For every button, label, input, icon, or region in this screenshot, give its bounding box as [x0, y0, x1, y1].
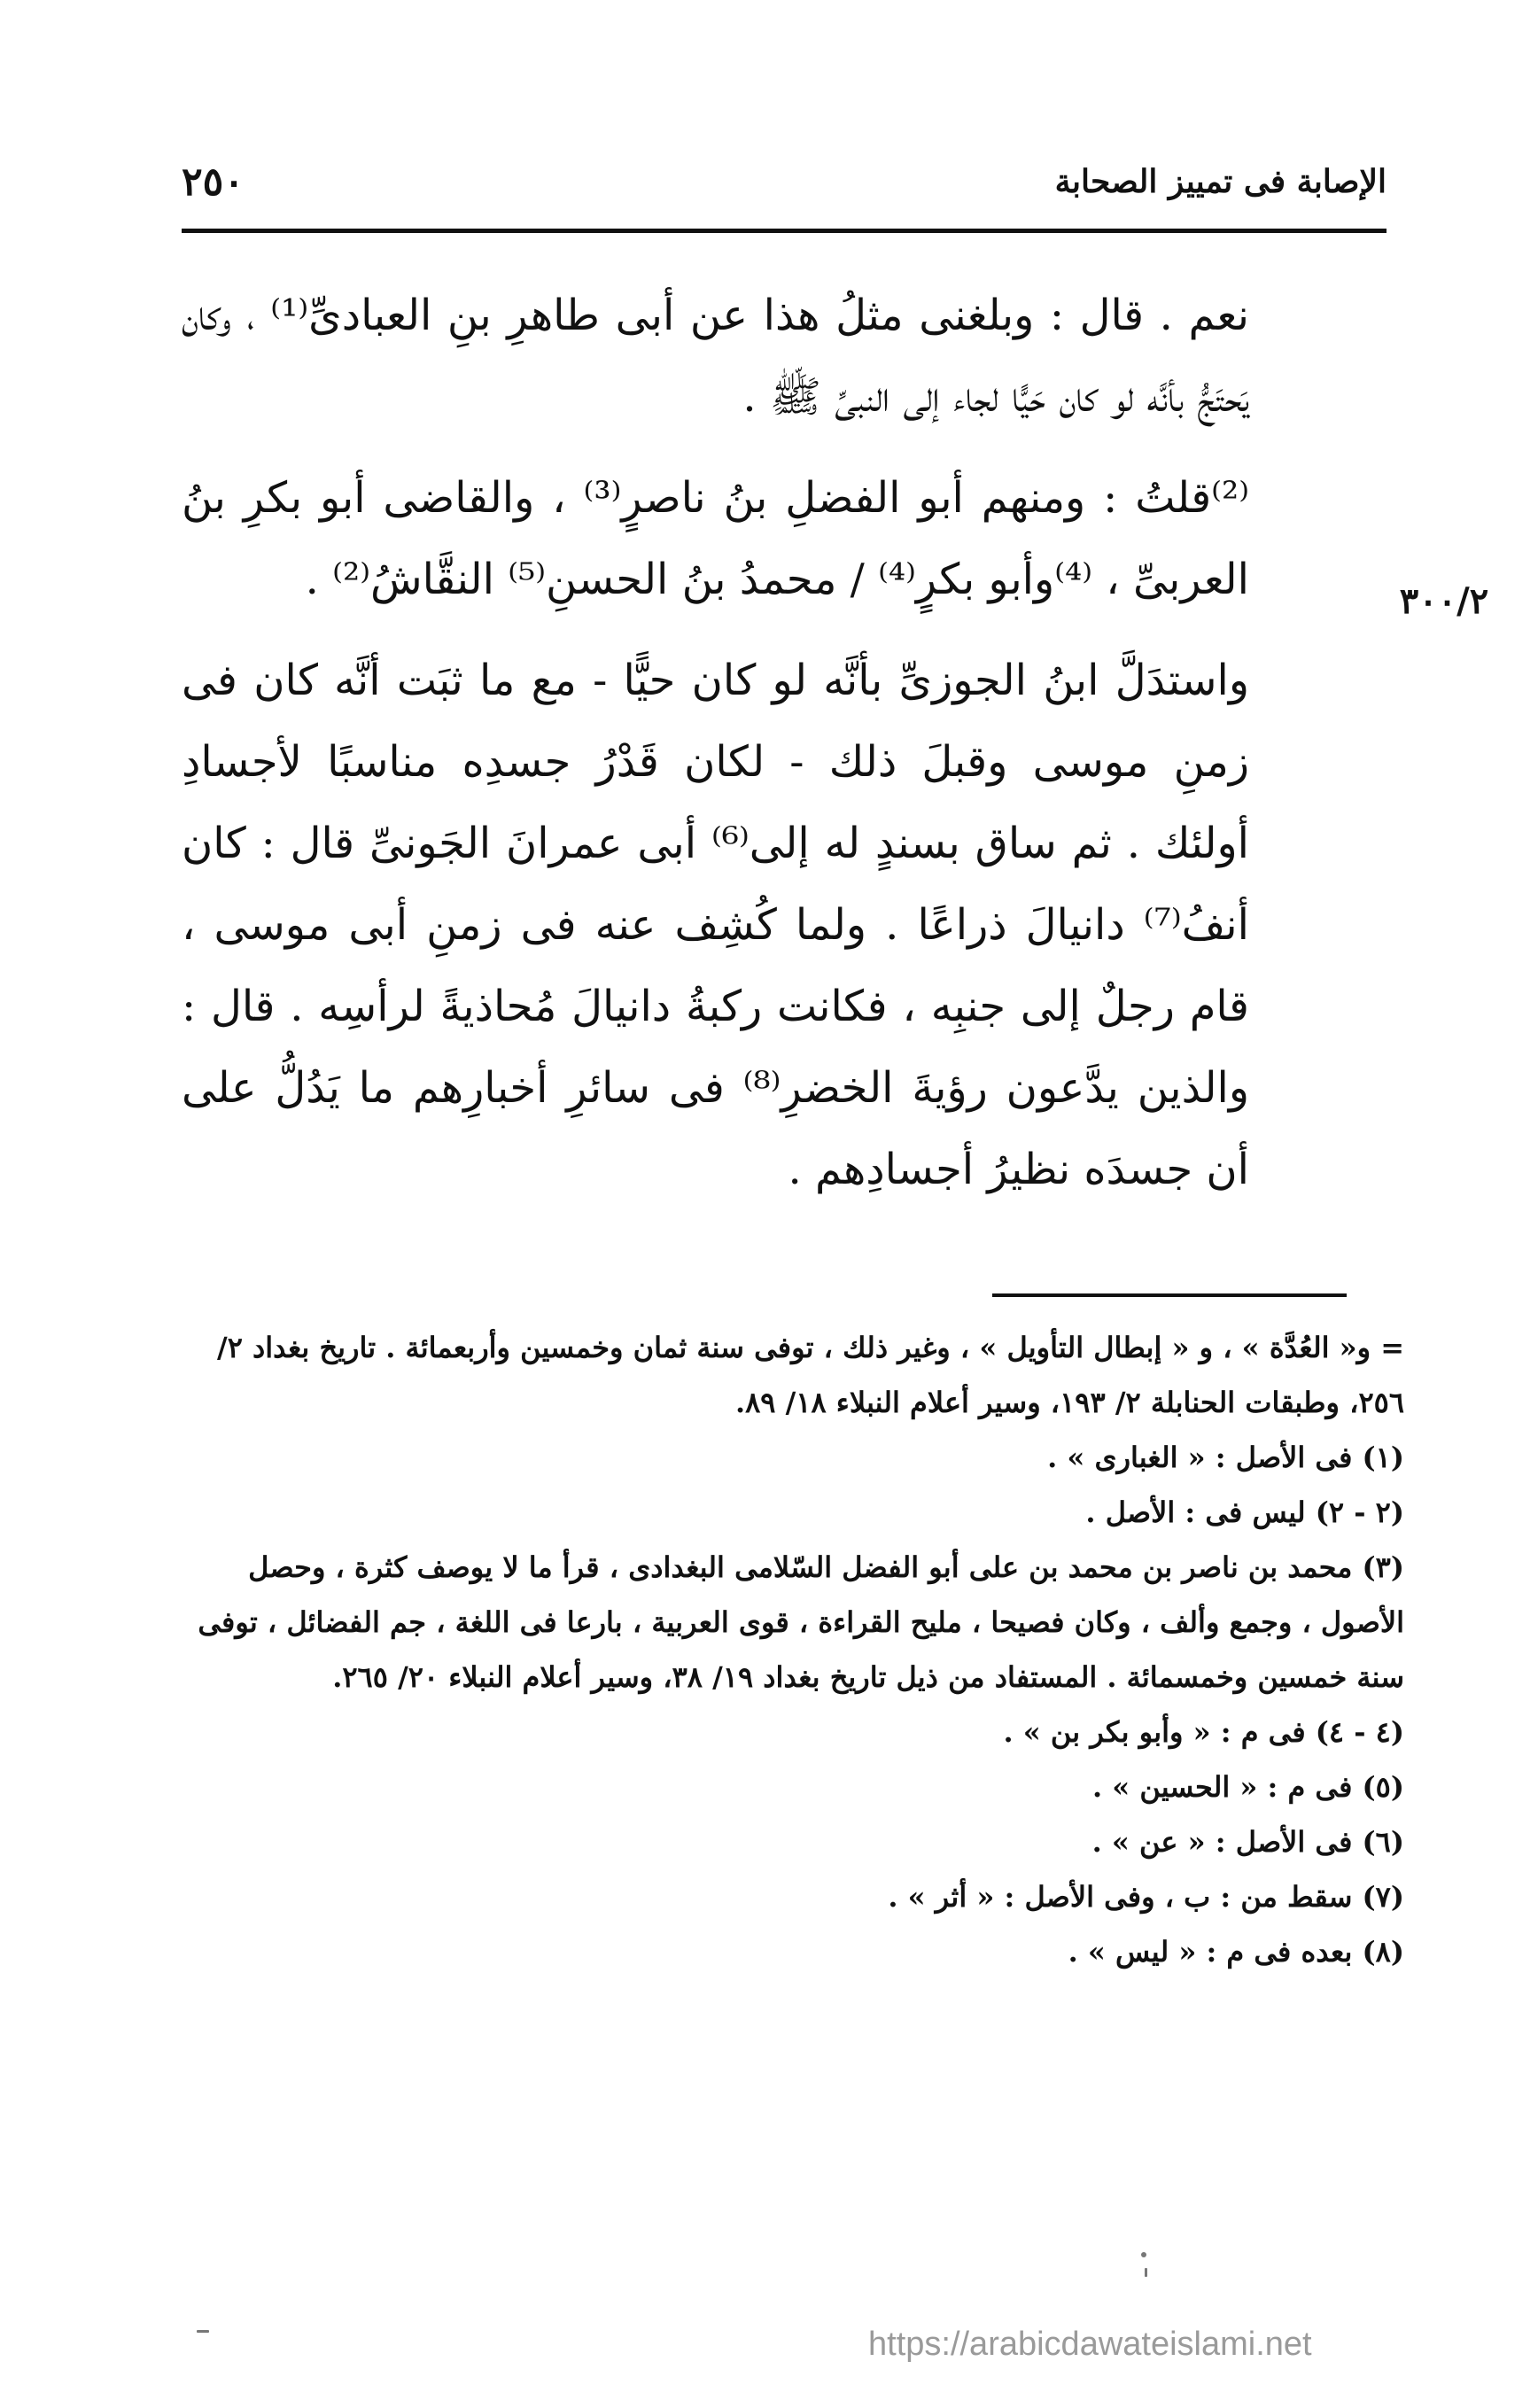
main-text: [182, 275, 1249, 1230]
paragraph: واستدَلَّ ابنُ الجوزىِّ بأنَّه لو كان حيًّا - مع ما ثبَت أنَّه كان فى زمنِ موسى وقبلَ ذلك - لكان قَدْرُ جسدِه مناسبًا لأجسادِ أولئك . ثم ساق بسندٍ له إلى⁽⁶⁾ أبى عمرانَ الجَونىِّ قال : كان أنفُ⁽⁷⁾ دانيالَ ذراعًا . ولما كُشِف عنه فى زمنِ أبى موسى ، قام رجلٌ إلى جنبِه ، فكانت ركبةُ دانيالَ مُحاذيةً لرأسِه . قال : والذين يدَّعون رؤيةَ الخضرِ⁽⁸⁾ فى سائرِ أخبارِهم ما يَدُلُّ على أن جسدَه نظيرُ أجسادِهم .: [182, 656, 1250, 1194]
footnote: [182, 1485, 1404, 1540]
paragraph: ⁽²⁾قلتُ : ومنهم أبو الفضلِ بنُ ناصرٍ⁽³⁾ ، والقاضى أبو بكرِ بنُ العربىِّ ، ⁽⁴⁾وأبو بكرٍ⁽⁴⁾ / محمدُ بنُ الحسنِ⁽⁵⁾ النقَّاشُ⁽²⁾ .: [182, 473, 1250, 604]
scan-speck: [1141, 2252, 1146, 2257]
footnote: [182, 1430, 1404, 1485]
scan-speck: [1145, 2268, 1147, 2277]
footnote-label: (٣): [1362, 1550, 1404, 1584]
footnote: [182, 1869, 1404, 1924]
footnote: [182, 1924, 1404, 1979]
source-watermark: https://arabicdawateislami.net: [868, 2326, 1312, 2363]
margin-page-reference: ٣٠٠/٢: [1399, 580, 1489, 622]
footnote-continuation: = و« العُدَّة » ، و « إبطال التأويل » ، وغير ذلك ، توفى سنة ثمان وخمسين وأربعمائة . تاريخ بغداد ٢/ ٢٥٦، وطبقات الحنابلة ٢/ ١٩٣، وسير أعلام النبلاء ١٨/ ٨٩.: [217, 1331, 1404, 1419]
footnote-label: (٥): [1362, 1770, 1404, 1804]
footnote-text: محمد بن ناصر بن محمد بن على أبو الفضل السّلامى البغدادى ، قرأ ما لا يوصف كثرة ، وحصل الأصول ، وجمع وألف ، وكان فصيحا ، مليح القراءة ، قوى العربية ، بارعا فى اللغة ، جم الفضائل ، توفى سنة خمسين وخمسمائة . المستفاد من ذيل تاريخ بغداد ١٩/ ٣٨، وسير أعلام النبلاء ٢٠/ ٢٦٥.: [198, 1550, 1404, 1694]
paragraph: نعم . قال : وبلغنى مثلُ هذا عن أبى طاهرِ بنِ العبادىِّ⁽¹⁾ ، وكان يَحتَجُّ بأنَّه لو كان حَيًّا لجاء إلى النبىِّ ﷺ .: [182, 291, 1249, 422]
footnote-text: فى الأصل : « الغبارى » .: [1047, 1441, 1353, 1474]
footnote: [182, 1759, 1404, 1814]
footnotes: [182, 1320, 1404, 1979]
footnote-label: (١): [1362, 1441, 1404, 1474]
footnote-text: فى م : « الحسين » .: [1091, 1770, 1353, 1804]
footnote-text: ليس فى : الأصل .: [1085, 1495, 1306, 1529]
footnote-text: بعده فى م : « ليس » .: [1068, 1935, 1353, 1969]
footnote-label: (٧): [1362, 1880, 1404, 1914]
footnote: [182, 1540, 1404, 1705]
header-divider: [182, 229, 1387, 233]
page-number: ٢٥٠: [182, 159, 245, 205]
footnote: [182, 1705, 1404, 1759]
scan-speck: [197, 2330, 209, 2333]
running-header: [182, 142, 1387, 221]
footnote-label: (٦): [1362, 1825, 1404, 1859]
footnote-text: فى الأصل : « عن » .: [1091, 1825, 1353, 1859]
footnote-label: (٢ - ٢): [1315, 1495, 1404, 1529]
footnote-divider: [992, 1293, 1347, 1297]
footnote-label: (٨): [1362, 1935, 1404, 1969]
footnote: [182, 1814, 1404, 1869]
book-title: الإصابة فى تمييز الصحابة: [1054, 163, 1387, 200]
footnote-text: فى م : « وأبو بكر بن » .: [1003, 1715, 1306, 1749]
footnote-text: سقط من : ب ، وفى الأصل : « أثر » .: [888, 1880, 1353, 1914]
footnote-label: (٤ - ٤): [1315, 1715, 1404, 1749]
